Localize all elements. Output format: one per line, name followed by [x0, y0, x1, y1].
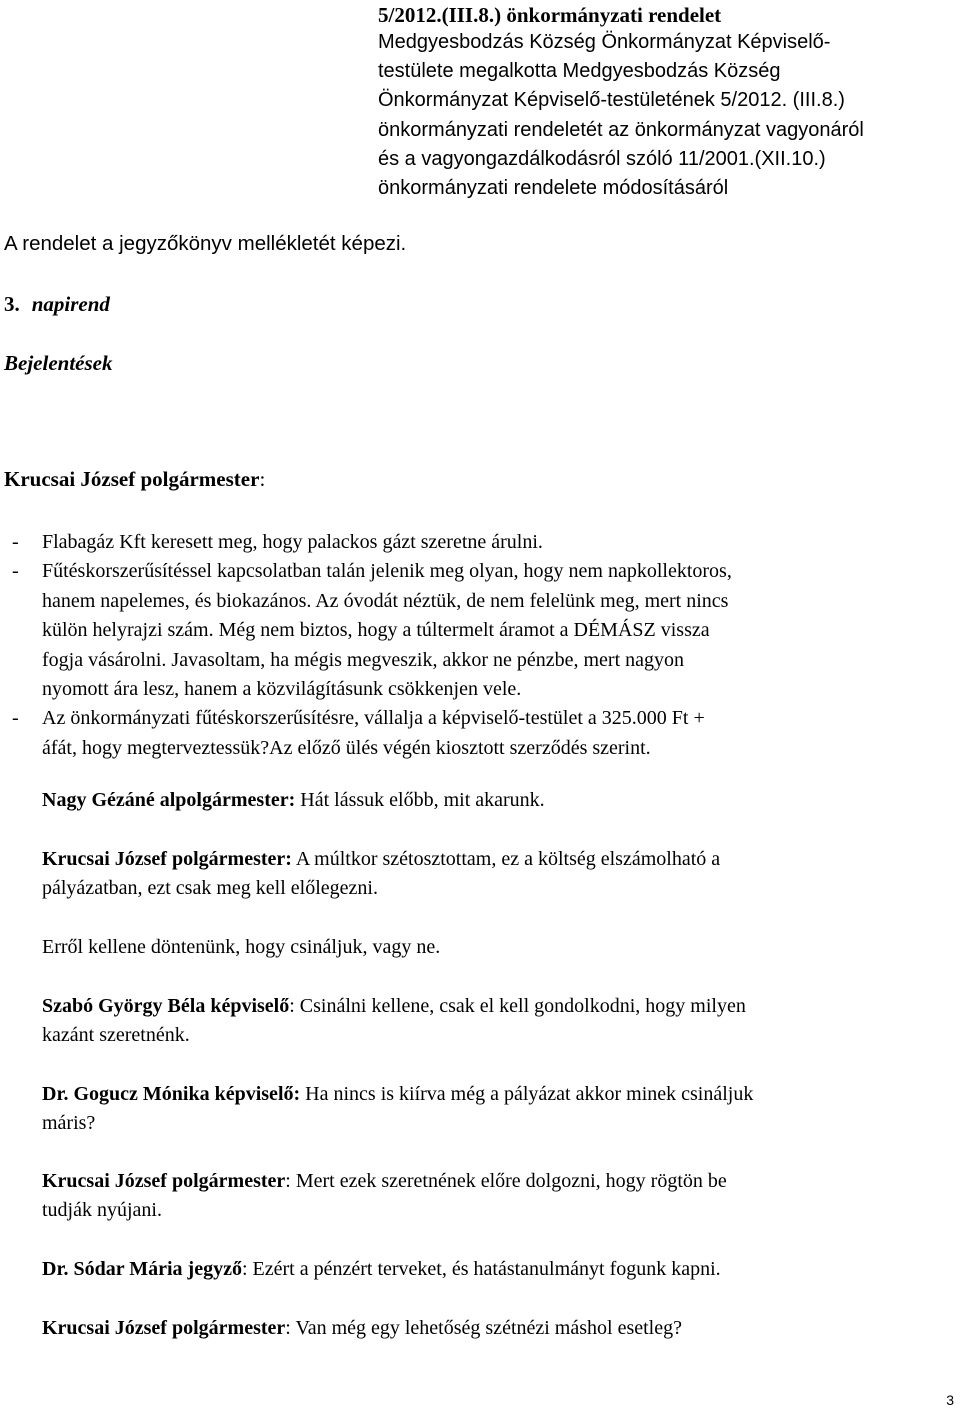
- paragraph-text: : Van még egy lehetőség szétnézi máshol esetleg?: [285, 1317, 682, 1339]
- bullet-text: áfát, hogy megterveztessük?Az előző ülés végén kiosztott szerződés szerint.: [42, 736, 651, 759]
- speaker-name: Szabó György Béla képviselő: [42, 995, 290, 1017]
- agenda-number: 3.: [4, 292, 20, 316]
- paragraph: [42, 1314, 682, 1343]
- bullet-text: nyomott ára lesz, hanem a közvilágításunk csökkenjen vele.: [42, 678, 522, 701]
- annex-note: A rendelet a jegyzőkönyv mellékletét képezi.: [4, 232, 407, 255]
- resolution-line: Medgyesbodzás Község Önkormányzat Képviselő-: [378, 31, 831, 53]
- list-item: [4, 557, 732, 704]
- speaker-suffix: :: [259, 467, 266, 491]
- paragraph: [42, 1255, 721, 1284]
- paragraph-text: tudják nyújani.: [42, 1199, 162, 1222]
- resolution-line: és a vagyongazdálkodásról szóló 11/2001.(XII.10.): [378, 147, 826, 170]
- bullet-text: Flabagáz Kft keresett meg, hogy palackos gázt szeretne árulni.: [42, 531, 543, 553]
- paragraph-text: Ha nincs is kiírva még a pályázat akkor minek csináljuk: [300, 1083, 754, 1105]
- speaker-name: Krucsai József polgármester: [42, 1170, 286, 1192]
- bullet-dash: -: [12, 531, 19, 553]
- paragraph-text: pályázatban, ezt csak meg kell előlegezni.: [42, 877, 378, 900]
- paragraph: [42, 933, 440, 962]
- paragraph: [42, 992, 746, 1051]
- paragraph-text: kazánt szeretnénk.: [42, 1024, 190, 1047]
- bullet-dash: -: [12, 560, 19, 583]
- paragraph-text: A múltkor szétosztottam, ez a költség elszámolható a: [291, 848, 721, 870]
- paragraph: [42, 1080, 753, 1139]
- resolution-description: [378, 28, 953, 203]
- speaker-name: Krucsai József polgármester: [4, 467, 260, 491]
- bullet-dash: -: [12, 707, 19, 730]
- paragraph-text: : Ezért a pénzért terveket, és hatástanulmányt fogunk kapni.: [241, 1258, 721, 1280]
- speaker-name: Krucsai József polgármester:: [42, 848, 292, 870]
- paragraph-text: Erről kellene döntenünk, hogy csináljuk, vagy ne.: [42, 936, 441, 958]
- speaker-name: Nagy Gézáné alpolgármester:: [42, 789, 296, 811]
- bullet-text: Az önkormányzati fűtéskorszerűsítésre, vállalja a képviselő-testület a 325.000 Ft +: [42, 707, 705, 730]
- resolution-line: önkormányzati rendeletét az önkormányzat vagyonáról: [378, 118, 864, 141]
- bullet-list: [4, 528, 732, 763]
- page-number: 3: [946, 1392, 954, 1408]
- speaker-heading: [4, 467, 265, 492]
- agenda-title: Bejelentések: [4, 351, 113, 375]
- paragraph: [42, 786, 545, 815]
- paragraph-text: : Mert ezek szeretnének előre dolgozni, hogy rögtön be: [285, 1170, 727, 1192]
- speaker-name: Krucsai József polgármester: [42, 1317, 286, 1339]
- list-item: [4, 704, 732, 763]
- bullet-text: Fűtéskorszerűsítéssel kapcsolatban talán jelenik meg olyan, hogy nem napkollektoros,: [42, 560, 732, 583]
- bullet-text: hanem napelemes, és biokazános. Az óvodát néztük, de nem felelünk meg, mert nincs: [42, 589, 729, 612]
- agenda-word: napirend: [31, 292, 110, 316]
- resolution-title: 5/2012.(III.8.) önkormányzati rendelet: [378, 3, 722, 27]
- agenda-heading: [4, 292, 110, 317]
- bullet-text: fogja vásárolni. Javasoltam, ha mégis megveszik, akkor ne pénzbe, mert nagyon: [42, 648, 685, 671]
- resolution-line: Önkormányzat Képviselő-testületének 5/2012. (III.8.): [378, 89, 845, 112]
- list-item: [4, 528, 732, 557]
- paragraph: [42, 1167, 727, 1226]
- resolution-line: önkormányzati rendelete módosításáról: [378, 177, 729, 200]
- bullet-text: külön helyrajzi szám. Még nem biztos, hogy a túltermelt áramot a DÉMÁSZ vissza: [42, 619, 710, 642]
- paragraph-text: : Csinálni kellene, csak el kell gondolkodni, hogy milyen: [289, 995, 746, 1017]
- paragraph-text: Hát lássuk előbb, mit akarunk.: [295, 789, 545, 811]
- speaker-name: Dr. Sódar Mária jegyző: [42, 1258, 242, 1280]
- resolution-line: testülete megalkotta Medgyesbodzás Község: [378, 60, 781, 83]
- paragraph-text: máris?: [42, 1112, 96, 1135]
- paragraph: [42, 845, 720, 904]
- speaker-name: Dr. Gogucz Mónika képviselő:: [42, 1083, 301, 1105]
